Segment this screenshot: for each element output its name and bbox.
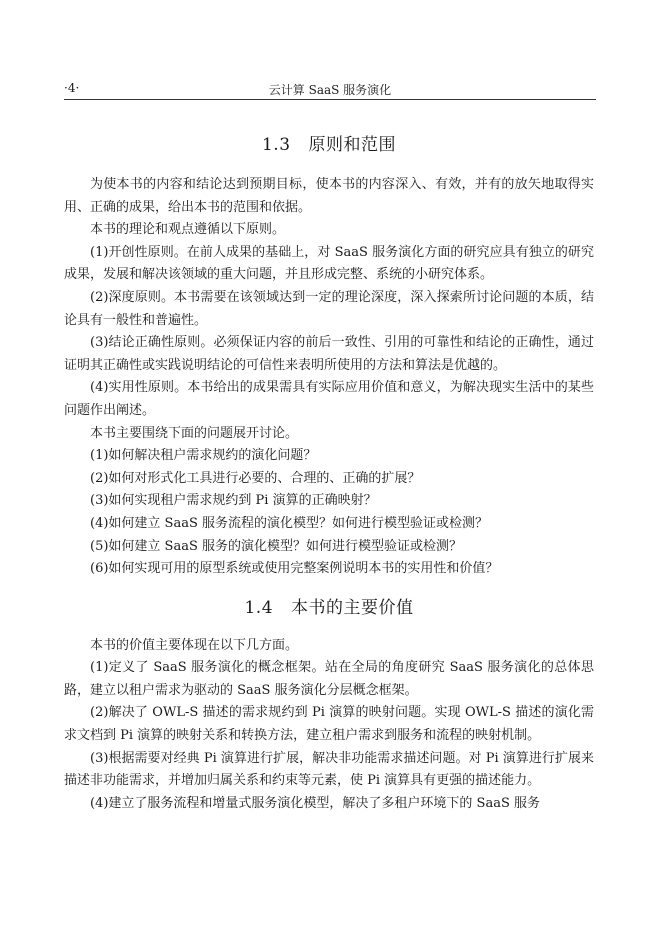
paragraph: 本书主要围绕下面的问题展开讨论。 [90,425,299,441]
running-title: 云计算 SaaS 服务演化 [268,83,392,97]
paragraph: (3)结论正确性原则。必须保证内容的前后一致性、引用的可靠性和结论的正确性，通过证明其正确性或实践说明结论的可信性来表明所使用的方法和算法是优越的。 [64,335,594,373]
page-number: ·4· [64,81,80,95]
paragraph: (1)开创性原则。在前人成果的基础上，对 SaaS 服务演化方面的研究应具有独立的研究成果，发展和解决该领域的重大问题，并且形成完整、系统的小研究体系。 [64,244,594,283]
paragraph: (4)建立了服务流程和增量式服务演化模型，解决了多租户环境下的 SaaS 服务 [90,795,540,811]
paragraph: (4)实用性原则。本书给出的成果需具有实际应用价值和意义，为解决现实生活中的某些问题作出阐述。 [64,380,594,418]
body-text [64,130,594,815]
section-title: 本书的主要价值 [291,597,414,618]
question-item: (6)如何实现可用的原型系统或使用完整案例说明本书的实用性和价值？ [90,561,499,577]
section-heading-1-3 [64,130,594,160]
paragraph: 本书的理论和观点遵循以下原则。 [90,222,286,238]
section-heading-1-4 [64,593,594,623]
question-item: (4)如何建立 SaaS 服务流程的演化模型？如何进行模型验证或检测？ [90,515,488,531]
section-number: 1.3 [261,135,291,155]
section-title: 原则和范围 [308,135,397,155]
question-item: (1)如何解决租户需求规约的演化问题？ [90,448,317,464]
section-number: 1.4 [244,597,274,618]
paragraph: 为使本书的内容和结论达到预期目标，使本书的内容深入、有效，并有的放矢地取得实用、正确的成果，给出本书的范围和依据。 [64,177,594,215]
paragraph: (3)根据需要对经典 Pi 演算进行扩展，解决非功能需求描述问题。对 Pi 演算进行扩展来描述非功能需求，并增加归属关系和约束等元素，使 Pi 演算具有更强的描述能力。 [64,750,594,789]
paragraph: (1)定义了 SaaS 服务演化的概念框架。站在全局的角度研究 SaaS 服务演化的总体思路，建立以租户需求为驱动的 SaaS 服务演化分层概念框架。 [64,660,594,698]
paragraph: (2)解决了 OWL-S 描述的需求规约到 Pi 演算的映射问题。实现 OWL-S 描述的演化需求文档到 Pi 演算的映射关系和转换方法，建立租户需求到服务和流程的映射机制。 [64,705,594,744]
question-item: (5)如何建立 SaaS 服务的演化模型？如何进行模型验证或检测？ [90,538,462,554]
question-item: (2)如何对形式化工具进行必要的、合理的、正确的扩展？ [90,470,421,486]
paragraph: 本书的价值主要体现在以下几方面。 [90,637,299,653]
paragraph: (2)深度原则。本书需要在该领域达到一定的理论深度，深入探索所讨论问题的本质，结论具有一般性和普遍性。 [64,289,594,328]
question-item: (3)如何实现租户需求规约到 Pi 演算的正确映射？ [90,493,377,509]
running-header [64,79,596,100]
